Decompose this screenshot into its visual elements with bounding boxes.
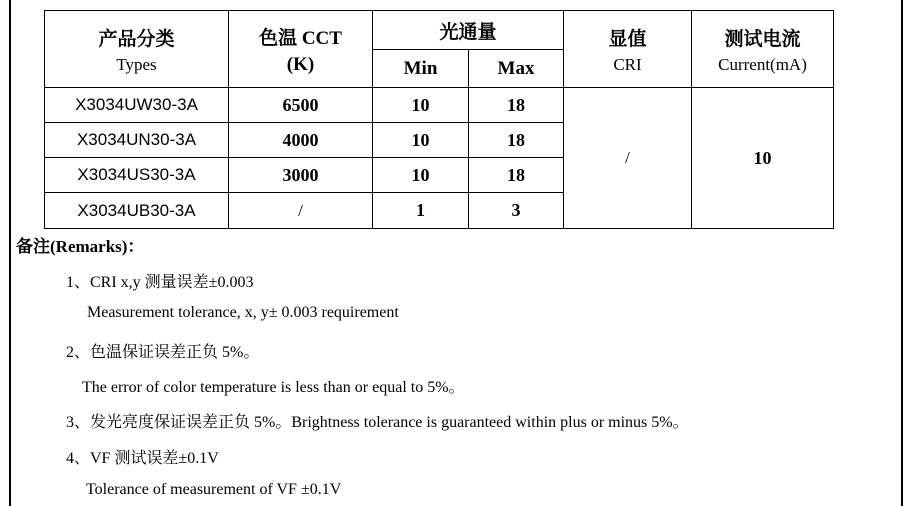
header-current-en: Current(mA) bbox=[718, 54, 807, 74]
cell-min: 1 bbox=[373, 193, 469, 229]
page-border-left bbox=[9, 0, 11, 506]
header-cri-en: CRI bbox=[613, 54, 642, 74]
header-cct-label: 色温 CCT bbox=[259, 27, 342, 49]
remark-2-en: The error of color temperature is less than or equal to 5%。 bbox=[82, 379, 465, 396]
page-border-right bbox=[901, 0, 903, 506]
remark-4-zh: 4、VF 测试误差±0.1V bbox=[66, 450, 219, 467]
remark-3: 3、发光亮度保证误差正负 5%。Brightness tolerance is guaranteed within plus or minus 5%。 bbox=[66, 414, 689, 431]
cell-max: 18 bbox=[469, 123, 564, 158]
header-cct bbox=[229, 11, 373, 88]
header-cri-zh: 显值 bbox=[608, 28, 647, 50]
cell-min: 10 bbox=[373, 123, 469, 158]
cell-cct: 4000 bbox=[229, 123, 373, 158]
cell-cct: 6500 bbox=[229, 88, 373, 123]
cell-current: 10 bbox=[692, 88, 834, 229]
cell-cri: / bbox=[564, 88, 692, 229]
remark-1-zh: 1、CRI x,y 测量误差±0.003 bbox=[66, 274, 254, 291]
remark-4-en: Tolerance of measurement of VF ±0.1V bbox=[86, 481, 342, 498]
cell-min: 10 bbox=[373, 88, 469, 123]
header-flux-min: Min bbox=[373, 50, 469, 88]
header-category-zh: 产品分类 bbox=[98, 28, 175, 50]
cell-max: 3 bbox=[469, 193, 564, 229]
header-flux-max: Max bbox=[469, 50, 564, 88]
cell-min: 10 bbox=[373, 158, 469, 193]
table-row bbox=[45, 88, 834, 123]
header-current bbox=[692, 11, 834, 88]
header-row bbox=[45, 11, 834, 50]
header-current-zh: 测试电流 bbox=[724, 28, 801, 50]
header-flux: 光通量 bbox=[373, 11, 564, 50]
cell-model: X3034UW30-3A bbox=[45, 88, 229, 123]
header-category bbox=[45, 11, 229, 88]
cell-cct: / bbox=[229, 193, 373, 229]
cell-model: X3034US30-3A bbox=[45, 158, 229, 193]
remark-2-zh: 2、色温保证误差正负 5%。 bbox=[66, 344, 260, 361]
cell-max: 18 bbox=[469, 158, 564, 193]
remark-1-en: Measurement tolerance, x, y± 0.003 requirement bbox=[87, 304, 399, 321]
cell-max: 18 bbox=[469, 88, 564, 123]
spec-table bbox=[44, 10, 834, 229]
cell-cct: 3000 bbox=[229, 158, 373, 193]
header-category-en: Types bbox=[116, 54, 157, 74]
cell-model: X3034UB30-3A bbox=[45, 193, 229, 229]
header-cct-unit: (K) bbox=[286, 53, 315, 75]
remarks-title: 备注(Remarks)： bbox=[16, 237, 145, 256]
cell-model: X3034UN30-3A bbox=[45, 123, 229, 158]
header-cri bbox=[564, 11, 692, 88]
